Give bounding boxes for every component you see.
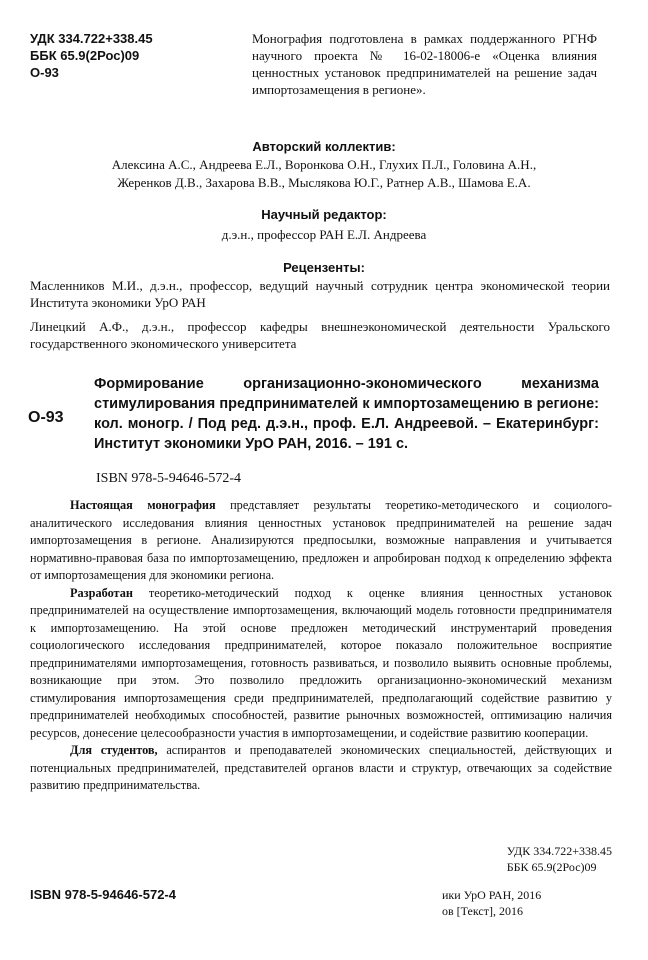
classification-codes: [30, 30, 230, 81]
footer-codes: [507, 843, 612, 875]
footer-udk: УДК 334.722+338.45: [506, 844, 612, 858]
catalog-description: Формирование организационно-экономического механизма стимулирования предпринимателей к импортозамещению в регионе: кол. моногр. / Под ред. д.э.н., проф. Е.Л. Андреевой. – Екатеринбург: Институт экономики УрО РАН, 2016. – 191 с.: [94, 376, 599, 452]
abstract-text: представляет результаты теоретико-методического и социолого-аналитического исследования влияния ценностных установок предпринимателей на решение задач импортозамещения в регионе. Анализируются предпосылки, возможные направления и учитывается нормативно-правовая база по импортозамещению, предложен и апробирован подход к определению эффекта от импортозамещения для экономики региона.: [30, 498, 612, 582]
authors-line-2: Жеренков Д.В., Захарова В.В., Мыслякова Ю.Г., Ратнер А.В., Шамова Е.А.: [117, 175, 531, 190]
abstract-text: теоретико-методический подход к оценке влияния ценностных установок предпринимателей на осуществление импортозамещения, включающий модель готовности предпринимателя к импортозамещению. На этой основе предложен методический инструментарий проведения социологического исследования предпринимателей, которое показало положительное восприятие предпринимателями импортозамещения, готовность развиваться, и позволило выявить основные проблемы, возникающие при этом. Это позволило предложить организационно-экономический механизм стимулирования импортозамещения среди предпринимателей, предполагающий содействие развитию у предпринимателей необходимых способностей, развитие рыночных возможностей, оптимизацию наличия ресурсов, донесение целесообразности участия в импортозамещении, и содействие развитию кооперации.: [30, 585, 612, 740]
copyright-block: [442, 887, 541, 919]
reviewers-heading: Рецензенты:: [283, 260, 365, 275]
catalog-author-mark: О-93: [28, 409, 64, 426]
footer-bbk: ББК 65.9(2Рос)09: [506, 860, 597, 874]
abstract-paragraph: [30, 497, 612, 585]
copyright-line-2: ов [Текст], 2016: [442, 904, 523, 918]
editor-heading: Научный редактор:: [261, 207, 387, 222]
author-mark: О-93: [30, 65, 59, 80]
editor-name: д.э.н., профессор РАН Е.Л. Андреева: [221, 227, 427, 242]
copyright-line-1: ики УрО РАН, 2016: [442, 888, 542, 902]
grant-note: Монография подготовлена в рамках поддержанного РГНФ научного проекта № 16-02-18006-е «Оценка влияния ценностных установок предпринимателей на решение задач импортозамещения в регионе».: [252, 31, 597, 97]
authors-heading: Авторский коллектив:: [252, 139, 396, 154]
abstract: [30, 497, 612, 795]
abstract-text: аспирантов и преподавателей экономических специальностей, действующих и потенциальных предпринимателей, представителей органов власти и структур, отвечающих за содействие развитию предпринимательства.: [30, 743, 613, 792]
udk-code: УДК 334.722+338.45: [30, 31, 153, 46]
reviewer-1: Масленников М.И., д.э.н., профессор, ведущий научный сотрудник центра экономической теории Института экономики УрО РАН: [30, 278, 610, 310]
footer-isbn: ISBN 978-5-94646-572-4: [30, 887, 176, 902]
catalog-isbn: ISBN 978-5-94646-572-4: [96, 471, 242, 486]
reviewer-2: Линецкий А.Ф., д.э.н., профессор кафедры внешнеэкономической деятельности Уральского государственного экономического университета: [30, 319, 610, 351]
abstract-paragraph: [30, 742, 612, 795]
abstract-lead: Для студентов,: [70, 743, 158, 757]
authors-line-1: Алексина А.С., Андреева Е.Л., Воронкова О.Н., Глухих П.Л., Головина А.Н.,: [111, 157, 537, 172]
abstract-lead: Настоящая монография: [70, 498, 216, 512]
bbk-code: ББК 65.9(2Рос)09: [30, 48, 140, 63]
abstract-lead: Разработан: [70, 585, 133, 600]
abstract-paragraph: [30, 585, 612, 743]
